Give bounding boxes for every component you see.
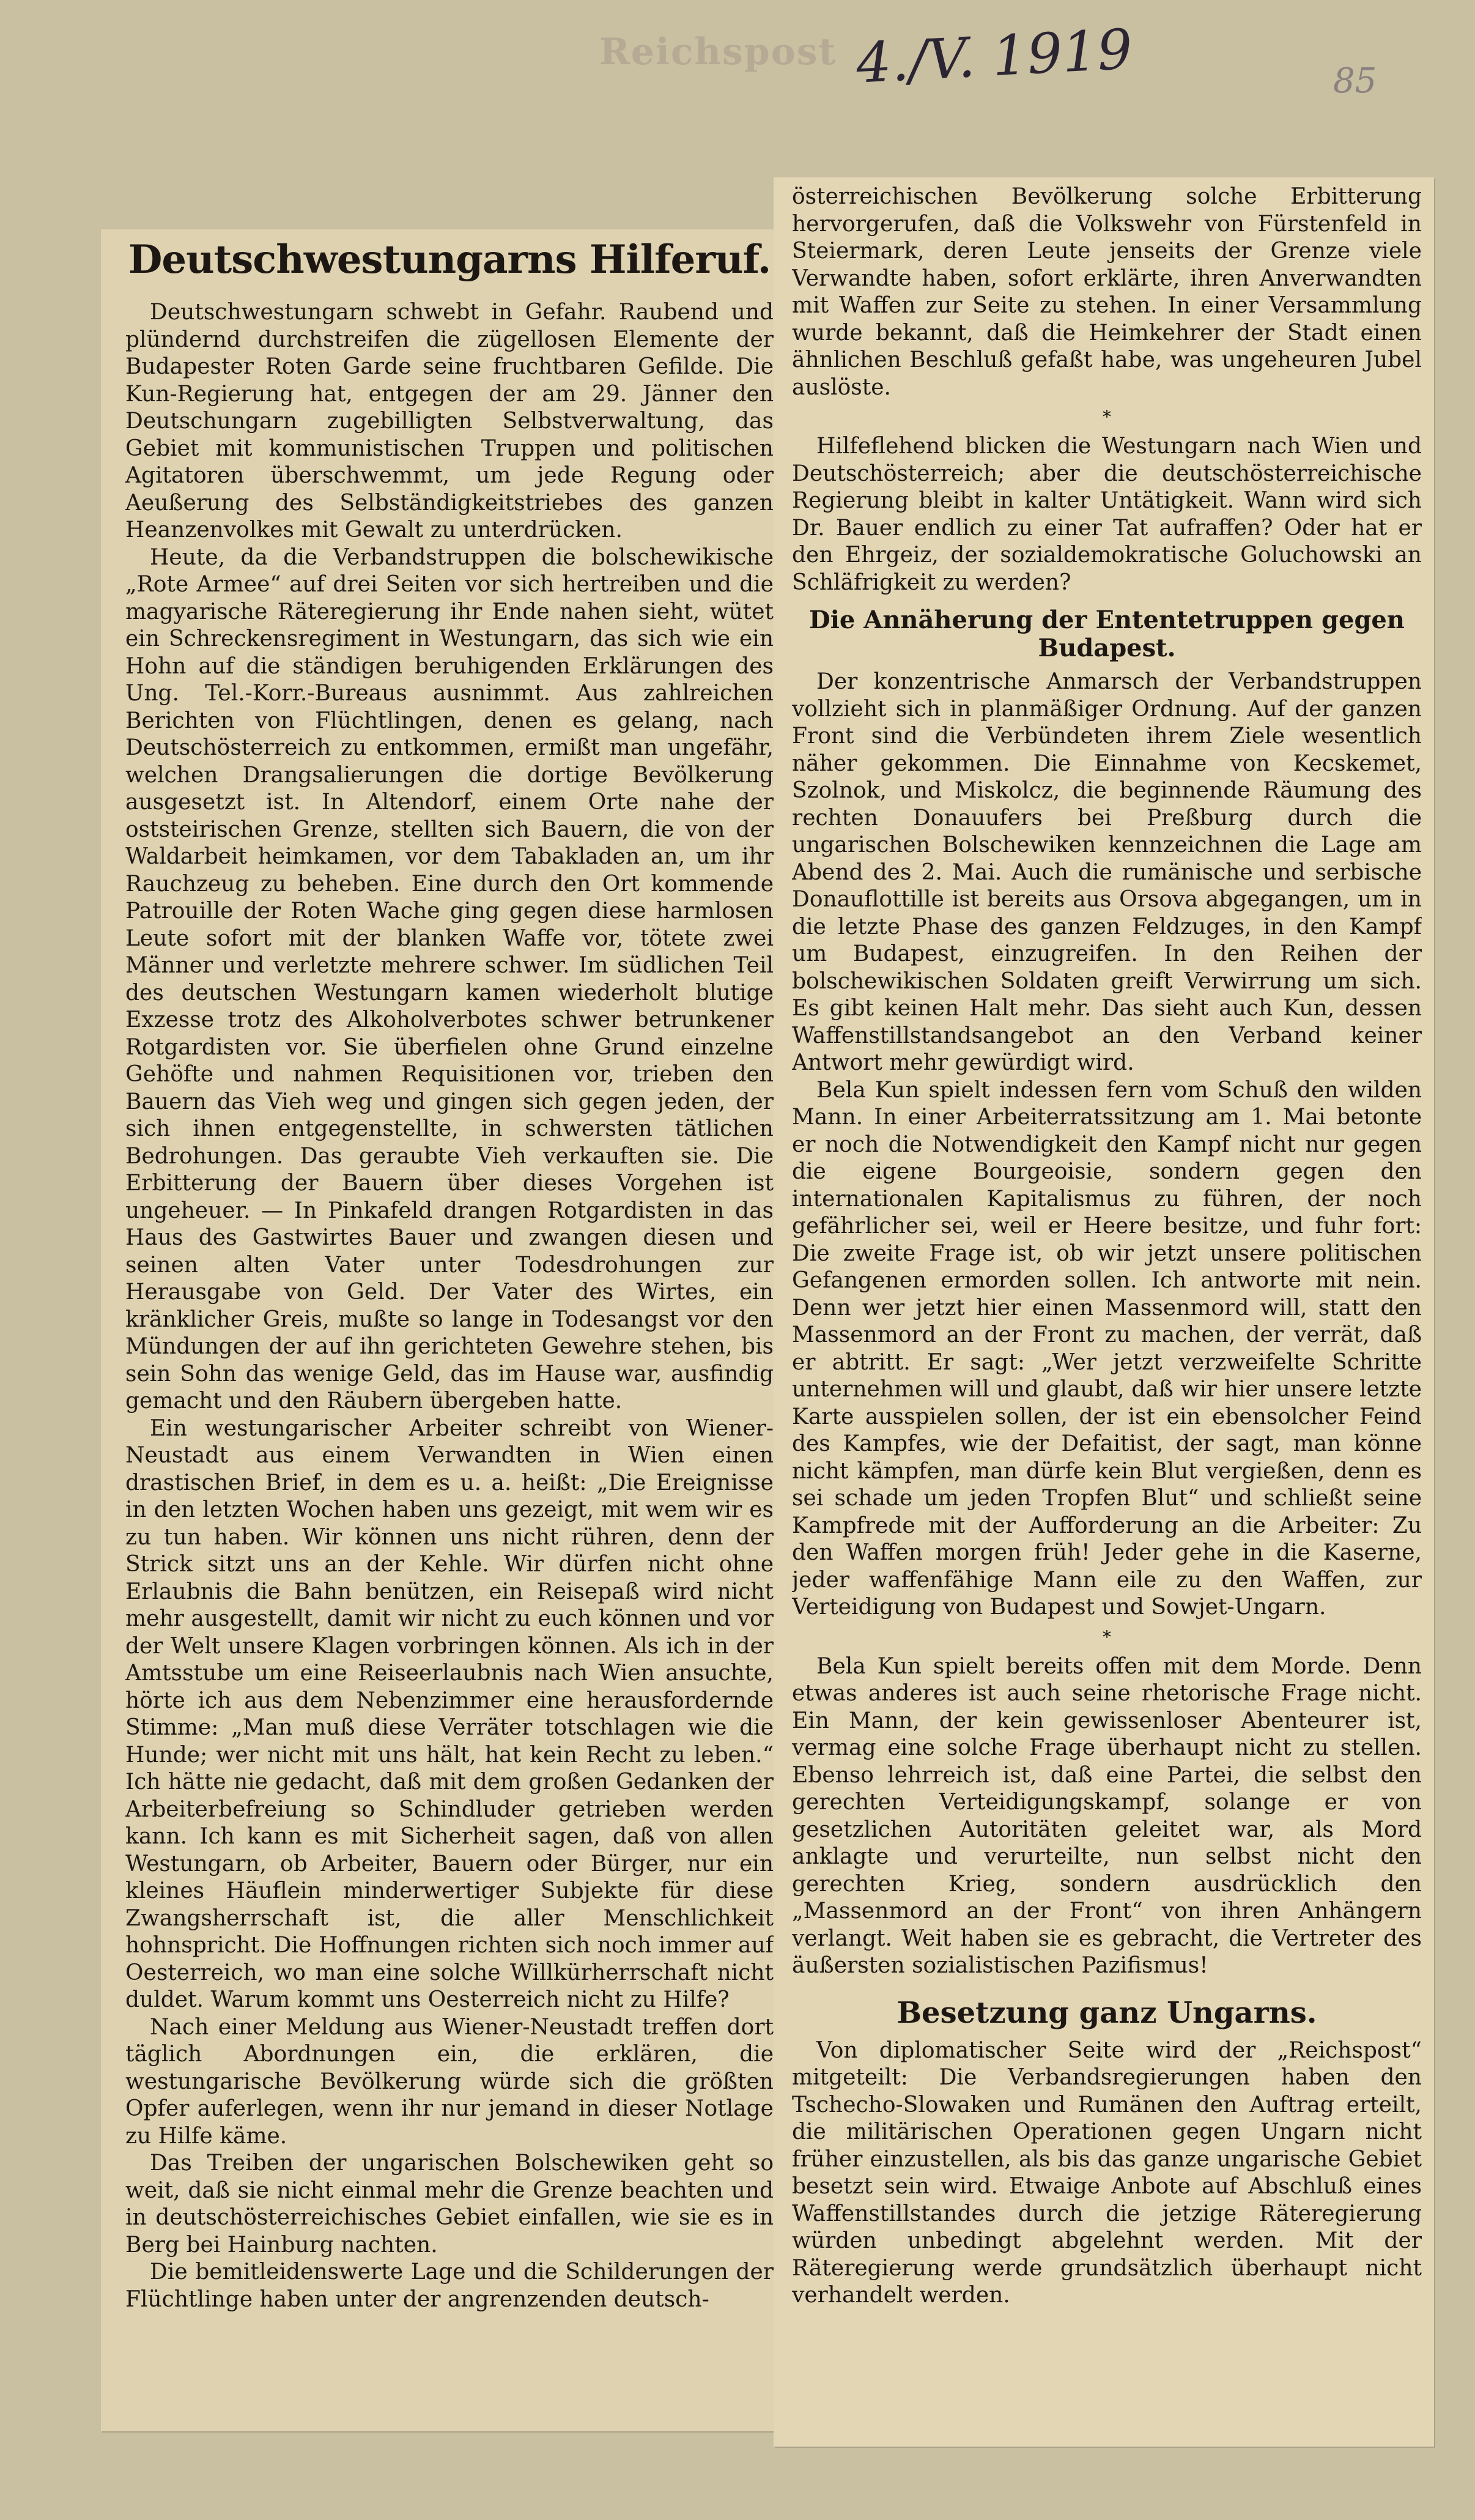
article-paragraph: Von diplomatischer Seite wird der „Reichspost“ mitgeteilt: Die Verbandsregierungen haben den Tschecho-Slowaken und Rumänen den Auftrag erteilt, die militärischen Operationen gegen Ungarn nicht früher einzustellen, als bis das ganze ungarische Gebiet besetzt sein wird. Etwaige Anbote auf Abschluß eines Waffenstillstandes durch die jetzige Räteregierung würden unbedingt abgelehnt werden. Mit der Räteregierung werde grundsätzlich überhaupt nicht verhandelt werden. — [792, 2037, 1422, 2308]
article-paragraph: Deutschwestungarn schwebt in Gefahr. Raubend und plündernd durchstreifen die zügellosen Elemente der Budapester Roten Garde seine fruchtbaren Gefilde. Die Kun-Regierung hat, entgegen der am 29. Jänner den Deutschungarn zugebilligten Selbstverwaltung, das Gebiet mit kommunistischen Truppen und politischen Agitatoren überschwemmt, um jede Regung oder Aeußerung des Selbständigkeitstriebes des ganzen Heanzenvolkes mit Gewalt zu unterdrücken. — [125, 300, 774, 543]
section-divider: * — [1103, 407, 1111, 427]
article-paragraph: österreichischen Bevölkerung solche Erbitterung hervorgerufen, daß die Volkswehr von Fürstenfeld in Steiermark, deren Leute jenseits der Grenze viele Verwandte haben, sofort erklärte, ihren Anverwandten mit Waffen zur Seite zu stehen. In einer Versammlung wurde bekannt, daß die Heimkehrer der Stadt einen ähnlichen Beschluß gefaßt habe, was ungeheuren Jubel auslöste. — [792, 184, 1422, 400]
article-paragraph: Nach einer Meldung aus Wiener-Neustadt treffen dort täglich Abordnungen ein, die erklären, die westungarische Bevölkerung würde sich die größten Opfer auferlegen, wenn ihr nur jemand in dieser Notlage zu Hilfe käme. — [125, 2014, 774, 2149]
section-subheading: Besetzung ganz Ungarns. — [896, 1995, 1317, 2030]
newspaper-source-stamp: Reichspost — [599, 31, 837, 73]
article-paragraph: Die bemitleidenswerte Lage und die Schilderungen der Flüchtlinge haben unter der angrenzenden deutsch- — [125, 2259, 774, 2312]
article-headline: Deutschwestungarns Hilferuf. — [128, 237, 771, 283]
article-paragraph: Bela Kun spielt indessen fern vom Schuß den wilden Mann. In einer Arbeiterratssitzung am 1. Mai betonte er noch die Notwendigkeit den Kampf nicht nur gegen die eigene Bourgeoisie, sondern gegen den internationalen Kapitalismus zu führen, der noch gefährlicher sei, weil er Heere besitze, und fuhr fort: Die zweite Frage ist, ob wir jetzt unsere politischen Gefangenen ermorden sollen. Ich antworte mit nein. Denn wer jetzt hier einen Massenmord will, statt den Massenmord an der Front zu machen, der verrät, daß er abtritt. Er sagt: „Wer jetzt verzweifelte Schritte unternehmen will und glaubt, daß wir hier unsere letzte Karte ausspielen sollen, der ist ein ebensolcher Feind des Kampfes, wie der Defaitist, der sagt, man könne nicht kämpfen, man dürfe kein Blut vergießen, denn es sei schade um jeden Tropfen Blut“ und schließt seine Kampfrede mit der Aufforderung an die Arbeiter: Zu den Waffen morgen früh! Jeder gehe in die Kaserne, jeder waffenfähige Mann eile zu den Waffen, zur Verteidigung von Budapest und Sowjet-Ungarn. — [792, 1077, 1422, 1620]
article-paragraph: Bela Kun spielt bereits offen mit dem Morde. Denn etwas anderes ist auch seine rhetorische Frage nicht. Ein Mann, der kein gewissenloser Abenteurer ist, vermag eine solche Frage überhaupt nicht zu stellen. Ebenso lehrreich ist, daß eine Partei, die selbst den gerechten Verteidigungskampf, solange er von gesetzlichen Autoritäten geleitet war, als Mord anklagte und verurteilte, nun selbst nicht den gerechten Krieg, sondern ausdrücklich den „Massenmord an der Front“ von ihren Anhängern verlangt. Weit haben sie es gebracht, die Vertreter des äußersten sozialistischen Pazifismus! — [792, 1653, 1422, 1978]
article-paragraph: Das Treiben der ungarischen Bolschewiken geht so weit, daß sie nicht einmal mehr die Grenze beachten und in deutschösterreichisches Gebiet einfallen, wie sie es in Berg bei Hainburg nachten. — [125, 2151, 774, 2258]
section-subheading: Die Annäherung der Ententetruppen gegen Budapest. — [809, 606, 1405, 662]
article-paragraph: Hilfeflehend blicken die Westungarn nach Wien und Deutschösterreich; aber die deutschösterreichische Regierung bleibt in kalter Untätigkeit. Wann wird sich Dr. Bauer endlich zu einer Tat aufraffen? Oder hat er den Ehrgeiz, der sozialdemokratische Goluchowski an Schläfrigkeit zu werden? — [792, 434, 1422, 595]
handwritten-date: 4./V. 1919 — [854, 17, 1134, 96]
archive-header — [550, 17, 1468, 104]
article-paragraph: Heute, da die Verbandstruppen die bolschewikische „Rote Armee“ auf drei Seiten vor sich hertreiben und die magyarische Räteregierung ihr Ende nahen sieht, wütet ein Schreckensregiment in Westungarn, das sich wie ein Hohn auf die ständigen beruhigenden Erklärungen des Ung. Tel.-Korr.-Bureaus ausnimmt. Aus zahlreichen Berichten von Flüchtlingen, denen es gelang, nach Deutschösterreich zu entkommen, ermißt man ungefähr, welchen Drangsalierungen die dortige Bevölkerung ausgesetzt ist. In Altendorf, einem Orte nahe der oststeirischen Grenze, stellten sich Bauern, die von der Waldarbeit heimkamen, vor dem Tabakladen an, um ihr Rauchzeug zu beheben. Eine durch den Ort kommende Patrouille der Roten Wache ging gegen diese harmlosen Leute sofort mit der blanken Waffe vor, tötete zwei Männer und verletzte mehrere schwer. Im südlichen Teil des deutschen Westungarn kamen wiederholt blutige Exzesse trotz des Alkoholverbotes schwer betrunkener Rotgardisten vor. Sie überfielen ohne Grund einzelne Gehöfte und nahmen Requisitionen vor, trieben den Bauern das Vieh weg und gingen sich gegen jeden, der sich ihnen entgegenstellte, in schwersten tätlichen Bedrohungen. Das geraubte Vieh verkauften sie. Die Erbitterung der Bauern über dieses Vorgehen ist ungeheuer. — In Pinkafeld drangen Rotgardisten in das Haus des Gastwirtes Bauer und zwangen diesen und seinen alten Vater unter Todesdrohungen zur Herausgabe von Geld. Der Vater des Wirtes, ein kränklicher Greis, mußte so lange in Todesangst vor den Mündungen der auf ihn gerichteten Gewehre stehen, bis sein Sohn das wenige Geld, das im Hause war, ausfindig gemacht und den Räubern übergeben hatte. — [125, 544, 774, 1414]
page-number: 85 — [1333, 61, 1377, 101]
article-paragraph: Ein westungarischer Arbeiter schreibt von Wiener-Neustadt aus einem Verwandten in Wien einen drastischen Brief, in dem es u. a. heißt: „Die Ereignisse in den letzten Wochen haben uns gezeigt, mit wem wir es zu tun haben. Wir können uns nicht rühren, denn der Strick sitzt uns an der Kehle. Wir dürfen nicht ohne Erlaubnis die Bahn benützen, ein Reisepaß wird nicht mehr ausgestellt, damit wir nicht zu euch können und vor der Welt unsere Klagen vorbringen können. Als ich in der Amtsstube um eine Reiseerlaubnis nach Wien ansuchte, hörte ich aus dem Nebenzimmer eine herausfordernde Stimme: „Man muß diese Verräter totschlagen wie die Hunde; wer nicht mit uns hält, hat kein Recht zu leben.“ Ich hätte nie gedacht, daß mit dem großen Gedanken der Arbeiterbefreiung so Schindluder getrieben werden kann. Ich kann es mit Sicherheit sagen, daß von allen Westungarn, ob Arbeiter, Bauern oder Bürger, nur ein kleines Häuflein minderwertiger Subjekte für diese Zwangsherrschaft ist, die aller Menschlichkeit hohnspricht. Die Hoffnungen richten sich noch immer auf Oesterreich, wo man eine solche Willkürherrschaft nicht duldet. Warum kommt uns Oesterreich nicht zu Hilfe? — [125, 1415, 774, 2012]
article-left-column — [125, 229, 774, 2419]
article-paragraph: Der konzentrische Anmarsch der Verbandstruppen vollzieht sich in planmäßiger Ordnung. Auf der ganzen Front sind die Verbündeten ihrem Ziele wesentlich näher gekommen. Die Einnahme von Kecskemet, Szolnok, und Miskolcz, die beginnende Räumung des rechten Donauufers bei Preßburg durch die ungarischen Bolschewiken kennzeichnen die Lage am Abend des 2. Mai. Auch die rumänische und serbische Donauflottille ist bereits aus Orsova abgegangen, um in die letzte Phase des ganzen Feldzuges, in den Kampf um Budapest, einzugreifen. In den Reihen der bolschewikischen Soldaten greift Verwirrung um sich. Es gibt keinen Halt mehr. Das sieht auch Kun, dessen Waffenstillstandsangebot an den Verband keiner Antwort mehr gewürdigt wird. — [792, 669, 1422, 1075]
section-divider: * — [1103, 1626, 1111, 1647]
article-right-column — [792, 183, 1422, 2434]
